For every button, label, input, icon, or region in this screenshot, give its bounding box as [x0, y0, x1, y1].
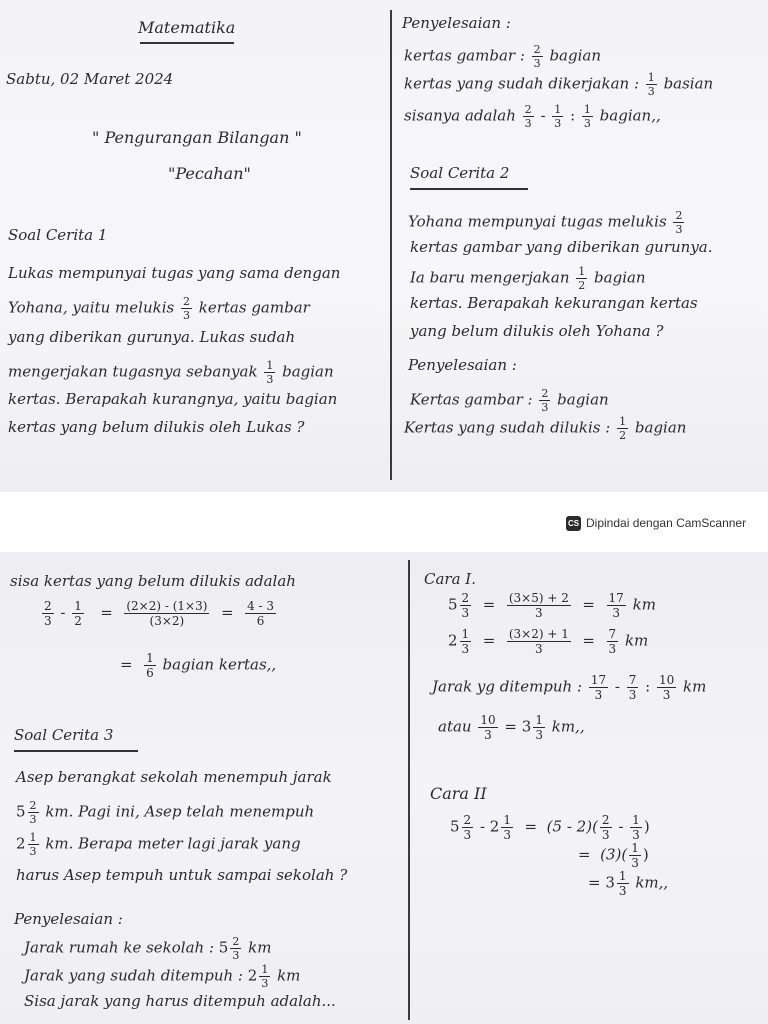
cara2-result: = 3 $\frac{1}{3}$ km,, — [588, 869, 669, 898]
cara1-step-1: 5 $\frac{2}{3}$ = $\frac{(3\times 5) + 2}{3}$ = $\frac{17}{3}$ km — [448, 591, 656, 620]
soal3-underline — [14, 750, 138, 752]
fraction-10-3: $\frac{10}{3}$ — [480, 713, 496, 742]
soal2-underline — [410, 188, 528, 190]
penyelesaian-1: Penyelesaian : — [402, 14, 511, 32]
calc-line-1: $\frac{2}{3}$ - $\frac{1}{2}$ = $\frac{(2\times 2) - (1\times 3)}{(3\times 2)}$ = $\frac{4 - 3}{6}$ — [44, 599, 275, 628]
fraction-1-2: $\frac{1}{2}$ — [74, 599, 82, 628]
fraction-calc-2: $\frac{4 - 3}{6}$ — [247, 599, 275, 628]
penyelesaian-2: Penyelesaian : — [408, 356, 517, 374]
fraction-2-3: $\frac{2}{3}$ — [29, 799, 37, 826]
cara-2-title: Cara II — [430, 784, 487, 803]
cara1-step-2: 2 $\frac{1}{3}$ = $\frac{(3\times 2) + 1}{3}$ = $\frac{7}{3}$ km — [448, 627, 649, 656]
fraction-1-2: $\frac{1}{2}$ — [578, 265, 586, 292]
soal1-line-6: kertas yang belum dilukis oleh Lukas ? — [8, 418, 305, 436]
jarak-rumah: Jarak rumah ke sekolah : 5 $\frac{2}{3}$ km — [24, 935, 272, 962]
atau-line: atau $\frac{10}{3}$ = 3 $\frac{1}{3}$ km,, — [438, 713, 585, 742]
topic-line-1: " Pengurangan Bilangan " — [92, 128, 302, 147]
soal3-line-2: 5 $\frac{2}{3}$ km. Pagi ini, Asep telah menempuh — [16, 799, 315, 826]
kertas-dilukis: Kertas yang sudah dilukis : $\frac{1}{2}$ bagian — [404, 415, 687, 442]
fraction-2-3: $\frac{2}{3}$ — [463, 813, 472, 842]
fraction-2-3: $\frac{2}{3}$ — [232, 935, 240, 962]
soal2-line-1: Yohana mempunyai tugas melukis $\frac{2}{3}$ — [408, 209, 683, 236]
scan-page-top — [0, 0, 768, 492]
camscanner-logo-icon: CS — [566, 516, 581, 531]
fraction-2-3: $\frac{2}{3}$ — [541, 387, 549, 414]
calc-result: = $\frac{1}{6}$ bagian kertas,, — [120, 651, 277, 680]
soal3-line-3: 2 $\frac{1}{3}$ km. Berapa meter lagi jarak yang — [16, 831, 301, 858]
soal3-title: Soal Cerita 3 — [14, 726, 114, 744]
fraction-1-3: $\frac{1}{3}$ — [261, 963, 269, 990]
soal2-line-5: yang belum dilukis oleh Yohana ? — [410, 322, 664, 340]
soal2-line-4: kertas. Berapakah kekurangan kertas — [410, 294, 698, 312]
soal2-line-3: Ia baru mengerjakan $\frac{1}{2}$ bagian — [410, 265, 646, 292]
fraction-2-3: $\frac{2}{3}$ — [533, 43, 541, 70]
sisanya-line: sisanya adalah $\frac{2}{3}$ - $\frac{1}{3}$ : $\frac{1}{3}$ bagian,, — [404, 103, 661, 130]
soal1-line-1: Lukas mempunyai tugas yang sama dengan — [8, 264, 341, 282]
fraction-1-3: $\frac{1}{3}$ — [461, 627, 470, 656]
cara-1-title: Cara I. — [424, 570, 476, 588]
jarak-ditempuh-result: Jarak yg ditempuh : $\frac{17}{3}$ - $\frac{7}{3}$ : $\frac{10}{3}$ km — [432, 673, 707, 702]
kertas-gambar-2: Kertas gambar : $\frac{2}{3}$ bagian — [410, 387, 609, 414]
page-divider — [390, 10, 392, 480]
soal1-line-4: mengerjakan tugasnya sebanyak $\frac{1}{3}$ bagian — [8, 359, 334, 386]
soal3-line-1: Asep berangkat sekolah menempuh jarak — [16, 768, 332, 786]
sisa-jarak: Sisa jarak yang harus ditempuh adalah... — [24, 992, 336, 1010]
fraction-2-3: $\frac{2}{3}$ — [182, 295, 190, 322]
fraction-1-3: $\frac{1}{3}$ — [535, 713, 543, 742]
camscanner-text: Dipindai dengan CamScanner — [586, 516, 747, 530]
fraction-17-3: $\frac{17}{3}$ — [590, 673, 607, 702]
soal3-line-4: harus Asep tempuh untuk sampai sekolah ? — [16, 866, 348, 884]
date: Sabtu, 02 Maret 2024 — [6, 70, 174, 88]
fraction-cara1-a: $\frac{(3\times 5) + 2}{3}$ — [508, 591, 569, 620]
jarak-ditempuh: Jarak yang sudah ditempuh : 2 $\frac{1}{3}$ km — [24, 963, 301, 990]
scan-page-bottom — [0, 552, 768, 1024]
fraction-1-3: $\frac{1}{3}$ — [554, 103, 562, 130]
fraction-1-3: $\frac{1}{3}$ — [618, 869, 627, 898]
subject-underline — [140, 42, 234, 44]
cara2-step-1: 5 $\frac{2}{3}$ - 2 $\frac{1}{3}$ = (5 - 2)( $\frac{2}{3}$ - $\frac{1}{3}$ ) — [450, 813, 650, 842]
subject-title: Matematika — [138, 18, 236, 37]
fraction-1-2: $\frac{1}{2}$ — [619, 415, 627, 442]
fraction-1-3: $\frac{1}{3}$ — [29, 831, 37, 858]
soal1-line-3: yang diberikan gurunya. Lukas sudah — [8, 328, 296, 346]
penyelesaian-3: Penyelesaian : — [14, 910, 123, 928]
soal1-line-5: kertas. Berapakah kurangnya, yaitu bagian — [8, 390, 338, 408]
fraction-1-3: $\frac{1}{3}$ — [583, 103, 591, 130]
fraction-calc: $\frac{(2\times 2) - (1\times 3)}{(3\times 2)}$ — [126, 599, 208, 628]
fraction-17-3: $\frac{17}{3}$ — [608, 591, 624, 620]
soal2-line-2: kertas gambar yang diberikan gurunya. — [410, 238, 713, 256]
fraction-7-3: $\frac{7}{3}$ — [608, 627, 617, 656]
fraction-2-3: $\frac{2}{3}$ — [675, 209, 683, 236]
soal1-title: Soal Cerita 1 — [8, 226, 108, 244]
kertas-dikerjakan-line: kertas yang sudah dikerjakan : $\frac{1}{3}$ basian — [404, 71, 714, 98]
topic-line-2: "Pecahan" — [168, 164, 251, 183]
page-divider — [408, 560, 410, 1020]
fraction-7-3: $\frac{7}{3}$ — [628, 673, 637, 702]
fraction-2-3: $\frac{2}{3}$ — [44, 599, 52, 628]
fraction-1-3: $\frac{1}{3}$ — [647, 71, 655, 98]
fraction-2-3: $\frac{2}{3}$ — [461, 591, 470, 620]
fraction-2-3: $\frac{2}{3}$ — [524, 103, 532, 130]
fraction-10-3: $\frac{10}{3}$ — [658, 673, 675, 702]
fraction-1-3: $\frac{1}{3}$ — [503, 813, 511, 842]
fraction-1-3: $\frac{1}{3}$ — [631, 841, 639, 870]
fraction-1-3: $\frac{1}{3}$ — [266, 359, 274, 386]
soal2-title: Soal Cerita 2 — [410, 164, 510, 182]
fraction-1-3: $\frac{1}{3}$ — [632, 813, 640, 842]
fraction-cara1-b: $\frac{(3\times 2) + 1}{3}$ — [508, 627, 569, 656]
fraction-2-3: $\frac{2}{3}$ — [601, 813, 610, 842]
sisa-kertas-line: sisa kertas yang belum dilukis adalah — [10, 572, 296, 590]
camscanner-badge — [566, 512, 746, 534]
fraction-1-6: $\frac{1}{6}$ — [146, 651, 154, 680]
cara2-step-2: = (3)( $\frac{1}{3}$ ) — [578, 841, 649, 870]
kertas-gambar-line: kertas gambar : $\frac{2}{3}$ bagian — [404, 43, 602, 70]
soal1-line-2: Yohana, yaitu melukis $\frac{2}{3}$ kertas gambar — [8, 295, 310, 322]
